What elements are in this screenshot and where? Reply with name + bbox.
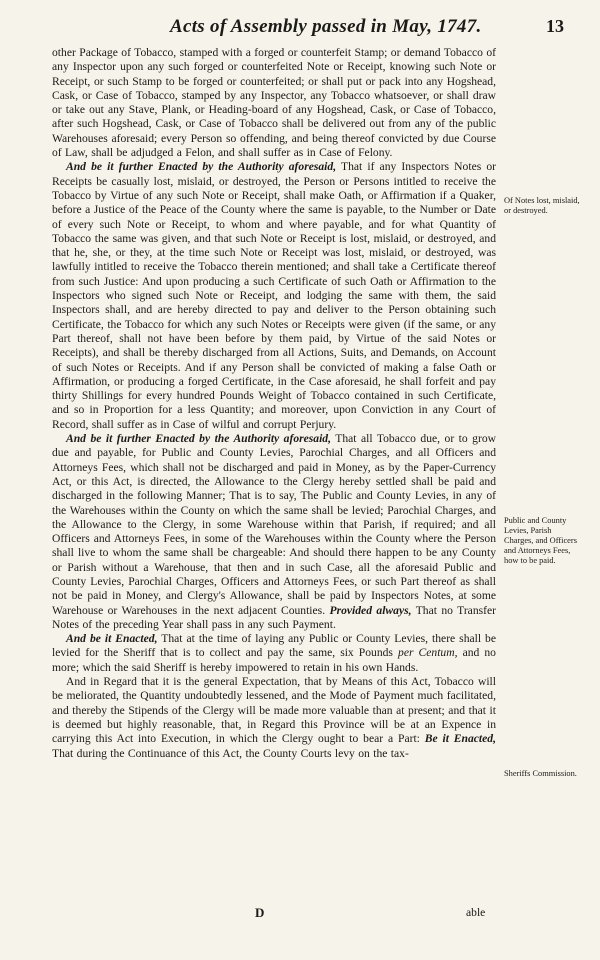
margin-note-sheriff: Sheriffs Commission. (504, 769, 577, 778)
paragraph-clergy (52, 675, 496, 761)
text-segment: That at the time of laying any Public or County Levies, there shall be levied for the Sheriff that is to collect and pay the same, six Pounds (52, 632, 497, 660)
page-header (0, 14, 600, 42)
page-number: 13 (546, 16, 564, 36)
margin-note-levies: Public and County Levies, Parish Charges, and Officers and Attorneys Fees, how to be paid. (504, 516, 577, 565)
paragraph-levies (52, 432, 496, 632)
text-segment: Provided always, (329, 603, 412, 617)
margin-note-lost-notes: Of Notes lost, mislaid, or destroyed. (504, 196, 580, 215)
text-segment: per Centum, (398, 646, 458, 660)
signature-mark: D (255, 905, 265, 920)
text-segment: That no Transfer Notes of the preceding Year shall pass in any such Payment. (52, 603, 497, 631)
catchword: able (466, 906, 486, 919)
text-segment: and no more; which the said Sheriff is hereby impowered to retain in his own Hands. (52, 646, 496, 674)
paragraph-sheriff (52, 632, 496, 675)
text-segment: And be it further Enacted by the Authority aforesaid, (66, 432, 332, 446)
text-segment: That if any Inspectors Notes or Receipts be casually lost, mislaid, or destroyed, the Person or Persons intitled to receive the Tobacco by Virtue of any such Note or Receipt, shall make Oath, or Affirmation if a Quaker, before a Justice of the Peace of the County where the same is payable, to the Number or Date of every such Note or Receipt, to whom and where payable, and for what Quantity of Tobacco the same was given, and that such Note or Receipt is lost, mislaid, or destroyed, and that he, she, or they, at the time such Note or Receipt was lost, mislaid, or destroyed, was lawfully intitled to receive the Tobacco therein mentioned; and shall take a Certificate thereof from such Justice: And upon producing a such Certificate of such Oath or Affirmation to the Inspectors who signed such Note or Receipt, and lodging the same with them, the said Inspectors shall, and are hereby directed to pay and deliver to the Person obtaining such Certificate, the Tobacco for which any such Notes or Receipts were given (if the same, or any Part thereof, shall not have been before by them paid, by Virtue of the said Notes or Receipts), and shall be thereby discharged from all Actions, Suits, and Demands, on Account of such Notes or Receipts. And if any Person shall be convicted of making a false Oath or Affirmation, or producing a forged Certificate, in the Case aforesaid, he shall forfeit and pay thirty Shillings for every hundred Pounds Weight of Tobacco contained in such Certificate, and so in Proportion for a less Quantity; and moreover, upon Conviction in any Court of Record, shall suffer as in Case of wilful and corrupt Perjury. (52, 160, 496, 431)
text-segment: Be it Enacted, (424, 732, 496, 746)
paragraph-lost-notes (52, 160, 496, 432)
text-segment: And in Regard that it is the general Expectation, that by Means of this Act, Tobacco will be meliorated, the Quantity undoubtedly lessened, and the Mode of Payment much facilitated, and thereby the Stipends of the Clergy will be made more valuable than at present; and that it is deemed but highly reasonable, that, in Regard this Province will be at an Expence in carrying this Act into Execution, in which the Clergy ought to bear a Part: (52, 675, 496, 746)
body-text (52, 46, 496, 761)
text-segment: And be it Enacted, (66, 632, 158, 646)
paragraph-felony (52, 46, 496, 160)
text-segment: That all Tobacco due, or to grow due and payable, for Public and County Levies, Parochial Charges, and all Officers and Attorneys Fees, which shall not be discharged and paid in Money, as by the Paper-Currency Act, or this Act, is directed, the Allowance to the Clergy hereby settled shall be paid and discharged in the following Manner; That is to say, The Public and County Levies, in any of the Warehouses within the County on which the same shall be levied; Parochial Charges, and the Allowance to the Clergy, in some Warehouse within that Parish, if required; and all Officers and Attorneys Fees, in some of the Warehouses within the County where the Person shall live to whom the same shall be chargeable: And should there happen to be any County or Parish without a Warehouse, that then and in such Case, all the aforesaid Public and County Levies, Parochial Charges, Officers and Attorneys Fees, or such Part thereof as shall not be paid in Money, and Clergy's Allowance, shall be paid by Inspectors Notes, at some Warehouse or Warehouses in the next adjacent Counties. (52, 432, 496, 617)
text-segment: other Package of Tobacco, stamped with a forged or counterfeit Stamp; or demand Tobacco of any Inspector upon any such forged or counterfeited Note or Receipt, knowing such Note or Receipt, or such Stamp to be forged or counterfeited; or shall put or pack into any Hogshead, Cask, or Case of Tobacco, stamped by any Inspector, any Tobacco whatsoever, or shall draw or take out any Stave, Plank, or Heading-board of any Hogshead, Cask, or Case of Tobacco, after such Hogshead, Cask, or Case of Tobacco shall be delivered out from any of the public Warehouses aforesaid; every Person so offending, and being thereof convicted by due Course of Law, shall be adjudged a Felon, and shall suffer as in Case of Felony. (52, 46, 496, 160)
text-segment: That during the Continuance of this Act, the County Courts levy on the tax- (52, 746, 409, 760)
running-head: Acts of Assembly passed in May, 1747. (170, 16, 482, 37)
text-segment: And be it further Enacted by the Authority aforesaid, (66, 160, 337, 174)
